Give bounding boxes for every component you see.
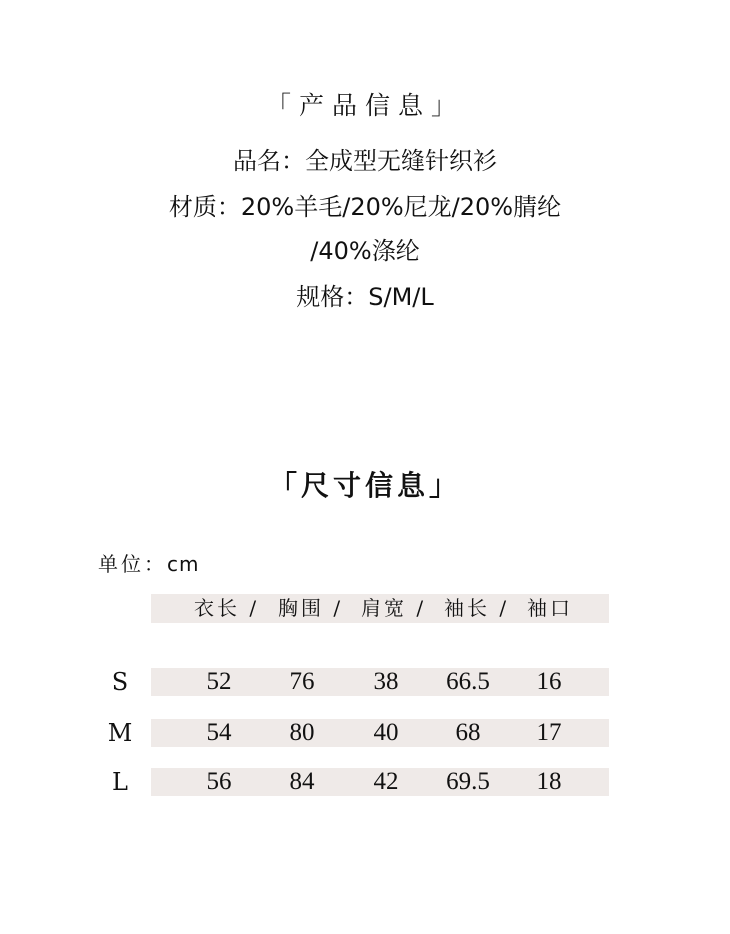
table-cell: 42 xyxy=(373,768,399,795)
row-size-label: L xyxy=(112,768,128,796)
size-info-title: 「尺寸信息」 xyxy=(268,469,461,502)
header-chest: 胸围 / xyxy=(278,596,344,620)
table-cell: 18 xyxy=(536,768,562,795)
header-length: 衣长 / xyxy=(194,596,260,620)
table-cell: 38 xyxy=(373,668,399,695)
table-cell: 80 xyxy=(289,719,315,746)
material-line: 材质：20%羊毛/20%尼龙/20%腈纶 xyxy=(168,193,562,221)
table-cell: 52 xyxy=(206,668,232,695)
table-cell: 54 xyxy=(206,719,232,746)
row-size-label: S xyxy=(111,668,129,696)
unit-value: cm xyxy=(167,552,200,576)
unit-line xyxy=(98,548,199,577)
table-cell: 56 xyxy=(206,768,232,795)
table-cell: 69.5 xyxy=(446,768,490,795)
product-name-line: 品名：全成型无缝针织衫 xyxy=(233,147,497,175)
header-sleeve-length: 袖长 / xyxy=(444,596,510,620)
header-cuff: 袖口 xyxy=(527,596,573,620)
table-cell: 84 xyxy=(289,768,315,795)
table-cell: 40 xyxy=(373,719,399,746)
table-cell: 66.5 xyxy=(446,668,490,695)
table-cell: 68 xyxy=(455,719,481,746)
table-cell: 16 xyxy=(536,668,562,695)
table-cell: 17 xyxy=(536,719,562,746)
spec-line: 规格：S/M/L xyxy=(296,283,434,311)
table-cell: 76 xyxy=(289,668,315,695)
material-line-continued: /40%涤纶 xyxy=(310,237,420,265)
header-shoulder: 肩宽 / xyxy=(361,596,427,620)
unit-label: 单位： xyxy=(98,552,167,576)
product-info-title: 「产品信息」 xyxy=(265,91,464,120)
row-size-label: M xyxy=(107,719,133,747)
